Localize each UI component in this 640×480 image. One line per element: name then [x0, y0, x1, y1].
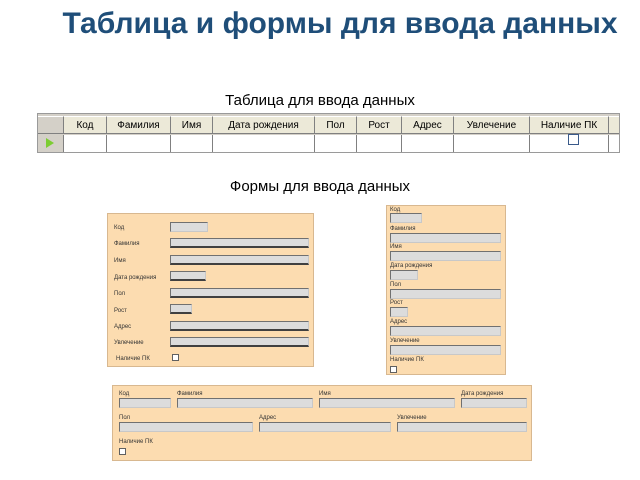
form2-field-kod[interactable] [390, 213, 422, 223]
table-header-row [38, 116, 620, 134]
form1-label-rost: Рост [114, 308, 127, 314]
form2-label-pol: Пол [390, 282, 402, 288]
table-cell-rost[interactable] [357, 135, 402, 153]
form1-field-familiya[interactable] [170, 238, 309, 248]
column-header-rost[interactable]: Рост [357, 116, 402, 134]
form1-field-rost[interactable] [170, 304, 192, 314]
form3-field-kod[interactable] [119, 398, 171, 408]
form3-field-adres[interactable] [259, 422, 391, 432]
datasheet-table [37, 113, 620, 153]
form3-field-pol[interactable] [119, 422, 253, 432]
form3-checkbox-nalichie-pk[interactable] [119, 448, 126, 455]
form2-label-imya: Имя [390, 244, 402, 250]
form1-label-kod: Код [114, 225, 125, 231]
form1-field-data-rozhdeniya[interactable] [170, 271, 206, 281]
forms-caption: Формы для ввода данных [229, 178, 411, 195]
column-header-uvlechenie[interactable]: Увлечение [454, 116, 530, 134]
form2-label-data-rozhdeniya: Дата рождения [390, 263, 433, 269]
form2-field-data-rozhdeniya[interactable] [390, 270, 418, 280]
form3-label-uvlechenie: Увлечение [397, 415, 427, 421]
column-header-kod[interactable]: Код [64, 116, 107, 134]
form3-field-uvlechenie[interactable] [397, 422, 527, 432]
form2-field-adres[interactable] [390, 326, 501, 336]
form2-checkbox-nalichie-pk[interactable] [390, 366, 397, 373]
select-all-corner[interactable] [38, 116, 64, 134]
form-tabular [112, 385, 532, 461]
form1-label-data-rozhdeniya: Дата рождения [114, 275, 157, 281]
column-header-nalichie-pk[interactable]: Наличие ПК [530, 116, 609, 134]
form1-label-nalichie-pk: Наличие ПК [116, 356, 150, 362]
table-cell-imya[interactable] [171, 135, 213, 153]
form-labels-above [386, 205, 506, 375]
form3-label-familiya: Фамилия [177, 391, 203, 397]
column-header-adres[interactable]: Адрес [402, 116, 454, 134]
column-header-data-rozhdeniya[interactable]: Дата рождения [213, 116, 315, 134]
form3-label-adres: Адрес [259, 415, 277, 421]
table-cell-adres[interactable] [402, 135, 454, 153]
table-cell-empty [609, 135, 620, 153]
table-caption: Таблица для ввода данных [225, 92, 415, 109]
form2-label-uvlechenie: Увлечение [390, 338, 420, 344]
column-header-empty [609, 116, 620, 134]
form3-field-imya[interactable] [319, 398, 455, 408]
table-cell-kod[interactable] [64, 135, 107, 153]
form1-field-pol[interactable] [170, 288, 309, 298]
column-header-imya[interactable]: Имя [171, 116, 213, 134]
form3-label-data-rozhdeniya: Дата рождения [461, 391, 504, 397]
page-title: Таблица и формы для ввода данных [62, 7, 618, 40]
form1-checkbox-nalichie-pk[interactable] [172, 354, 179, 361]
table-row [38, 135, 620, 153]
form1-field-uvlechenie[interactable] [170, 337, 309, 347]
current-record-arrow-icon [46, 138, 54, 148]
form1-label-familiya: Фамилия [114, 241, 140, 247]
form3-field-familiya[interactable] [177, 398, 313, 408]
form2-field-uvlechenie[interactable] [390, 345, 501, 355]
column-header-familiya[interactable]: Фамилия [107, 116, 171, 134]
form1-field-imya[interactable] [170, 255, 309, 265]
form2-field-familiya[interactable] [390, 233, 501, 243]
form1-label-adres: Адрес [114, 324, 132, 330]
form1-label-pol: Пол [114, 291, 126, 297]
form1-field-kod[interactable] [170, 222, 208, 232]
form1-field-adres[interactable] [170, 321, 309, 331]
form2-field-rost[interactable] [390, 307, 408, 317]
form-columnar [107, 213, 314, 367]
form2-label-kod: Код [390, 207, 401, 213]
table-cell-uvlechenie[interactable] [454, 135, 530, 153]
form2-label-rost: Рост [390, 300, 403, 306]
form3-label-nalichie-pk: Наличие ПК [119, 439, 153, 445]
record-selector[interactable] [38, 135, 64, 153]
form2-label-adres: Адрес [390, 319, 408, 325]
table-cell-data-rozhdeniya[interactable] [213, 135, 315, 153]
table-cell-pol[interactable] [315, 135, 357, 153]
form2-field-pol[interactable] [390, 289, 501, 299]
form3-label-pol: Пол [119, 415, 131, 421]
form1-label-uvlechenie: Увлечение [114, 340, 144, 346]
table-cell-familiya[interactable] [107, 135, 171, 153]
form2-field-imya[interactable] [390, 251, 501, 261]
column-header-pol[interactable]: Пол [315, 116, 357, 134]
form1-label-imya: Имя [114, 258, 126, 264]
form3-label-kod: Код [119, 391, 130, 397]
form3-field-data-rozhdeniya[interactable] [461, 398, 527, 408]
nalichie-pk-checkbox[interactable] [568, 134, 579, 145]
form2-label-nalichie-pk: Наличие ПК [390, 357, 424, 363]
form3-label-imya: Имя [319, 391, 331, 397]
form2-label-familiya: Фамилия [390, 226, 416, 232]
